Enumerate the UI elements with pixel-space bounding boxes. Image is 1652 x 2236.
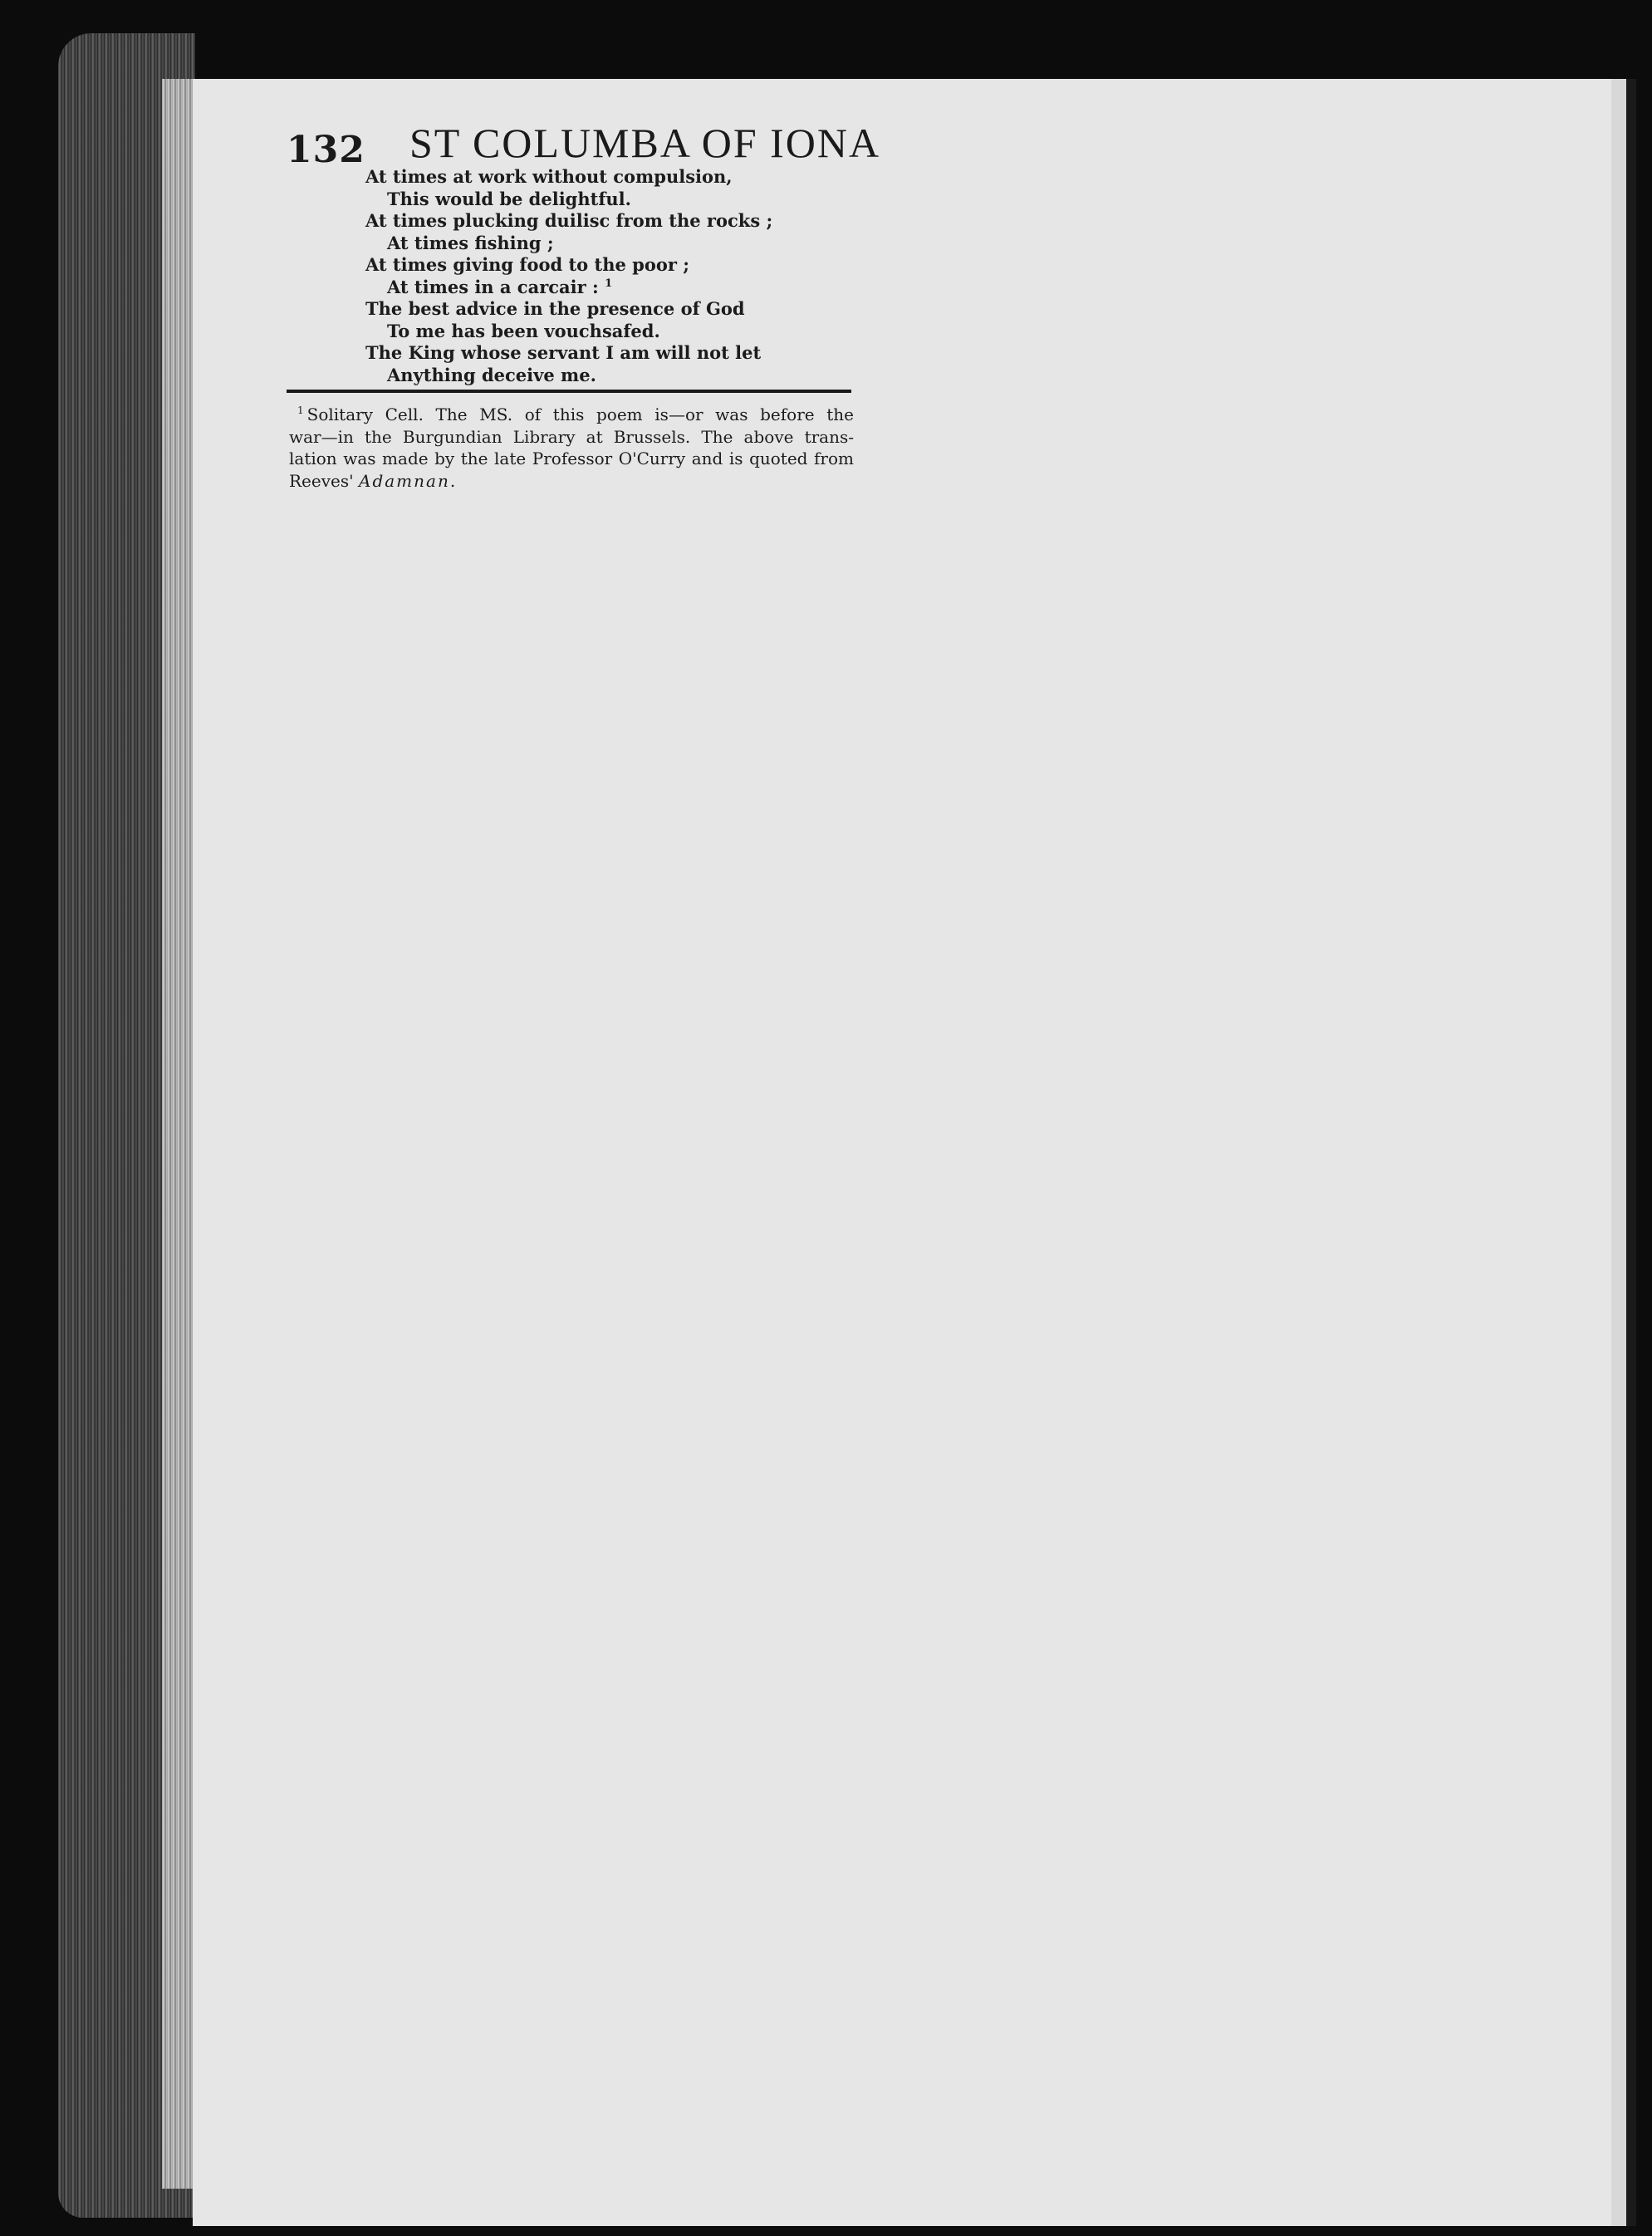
footnote-marker: 1 xyxy=(297,405,304,417)
footnote-line xyxy=(289,470,854,493)
poem-line: At times fishing ; xyxy=(387,232,554,253)
poem-line: This would be delightful. xyxy=(387,188,631,209)
footnote-rule xyxy=(287,390,851,393)
footnote-text: . xyxy=(449,470,456,491)
page-edges xyxy=(162,79,195,2189)
poem-line: Anything deceive me. xyxy=(387,364,596,385)
book-title-italic: Adamnan xyxy=(359,470,450,491)
page-number: 132 xyxy=(287,129,365,171)
poem-line: The best advice in the presence of God xyxy=(365,298,745,319)
page-gutter xyxy=(1611,79,1626,2226)
poem-line: To me has been vouchsafed. xyxy=(387,320,660,341)
poem-line: The King whose servant I am will not let xyxy=(365,342,762,363)
footnote-text: Solitary Cell. The MS. of this poem is—or was before the xyxy=(306,405,854,424)
footnote-line xyxy=(289,404,854,426)
poem-line: At times at work without compulsion, xyxy=(365,166,733,187)
page-sheet xyxy=(193,79,1634,2226)
poem-block xyxy=(365,166,880,386)
right-edge-shadow xyxy=(1626,79,1636,2226)
running-title: ST COLUMBA OF IONA xyxy=(409,120,881,166)
poem-line: At times plucking duilisc from the rocks ; xyxy=(365,210,773,231)
footnote-reference: 1 xyxy=(605,277,613,290)
footnote-line: lation was made by the late Professor O'Curry and is quoted from xyxy=(289,449,854,468)
poem-line-text: At times in a carcair : xyxy=(387,276,599,297)
footnote-text: Reeves' xyxy=(289,470,354,491)
footnote xyxy=(289,404,854,492)
poem-line: At times giving food to the poor ; xyxy=(365,254,689,275)
footnote-line: war—in the Burgundian Library at Brussels. The above trans- xyxy=(289,426,854,447)
poem-line-with-ref xyxy=(365,277,880,299)
